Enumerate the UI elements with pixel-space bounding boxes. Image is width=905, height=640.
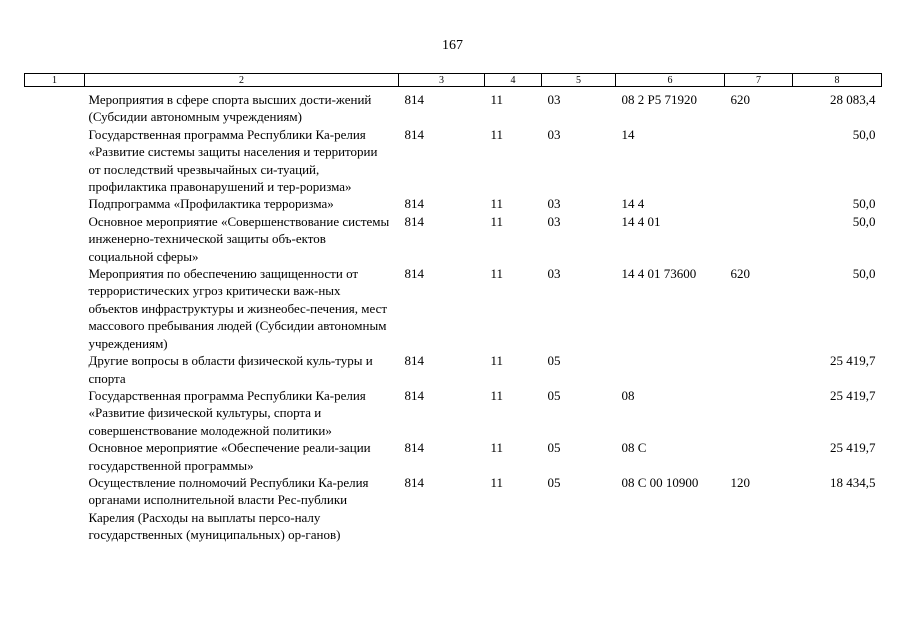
row-ministry-code: 814 (404, 440, 424, 456)
row-target-article: 08 (621, 387, 635, 403)
row-ministry-code: 814 (404, 474, 424, 490)
row-section-code: 11 (490, 387, 504, 403)
row-amount: 25 419,7 (830, 353, 876, 369)
row-expense-type (725, 352, 793, 387)
row-amount: 18 434,5 (830, 474, 876, 490)
row-amount: 50,0 (852, 126, 876, 142)
row-subsection-code: 03 (547, 92, 561, 107)
row-number-cell (25, 126, 85, 196)
row-section-code: 11 (490, 126, 504, 142)
row-expense-type (725, 439, 793, 474)
table-row (25, 265, 882, 352)
header-col-6: 6 (616, 74, 725, 87)
header-col-3: 3 (399, 74, 485, 87)
row-expense-type: 120 (730, 474, 750, 490)
row-subsection-code: 03 (547, 213, 561, 229)
page-number: 167 (442, 38, 463, 53)
row-target-article: 14 4 01 (621, 213, 661, 229)
row-amount: 50,0 (852, 213, 876, 229)
row-expense-type (725, 126, 793, 196)
row-expense-type (725, 213, 793, 265)
table-row (25, 387, 882, 439)
row-number-cell (25, 87, 85, 126)
row-amount: 28 083,4 (830, 92, 876, 107)
row-amount: 25 419,7 (830, 440, 876, 456)
row-amount: 50,0 (852, 266, 876, 282)
row-ministry-code: 814 (404, 266, 424, 282)
row-name: Государственная программа Республики Ка-релия «Развитие системы защиты населения и территории от последствий чрезвычайных си-туаций, профилактика правонарушений и тер-роризма» (88, 126, 378, 195)
row-target-article: 08 С (621, 440, 647, 456)
row-expense-type (725, 387, 793, 439)
row-number-cell (25, 213, 85, 265)
row-name: Другие вопросы в области физической куль-туры и спорта (88, 353, 373, 386)
table-row (25, 87, 882, 126)
row-section-code: 11 (490, 196, 504, 212)
header-col-4: 4 (485, 74, 542, 87)
row-subsection-code: 05 (547, 440, 561, 456)
header-col-5: 5 (542, 74, 616, 87)
header-col-2: 2 (85, 74, 399, 87)
row-number-cell (25, 439, 85, 474)
header-row (25, 74, 882, 87)
row-section-code: 11 (490, 353, 504, 369)
row-ministry-code: 814 (404, 126, 424, 142)
row-target-article: 14 4 (621, 196, 645, 212)
row-ministry-code: 814 (404, 196, 424, 212)
row-subsection-code: 05 (547, 353, 561, 369)
table-row (25, 439, 882, 474)
row-number-cell (25, 387, 85, 439)
row-number-cell (25, 352, 85, 387)
row-name: Основное мероприятие «Совершенствование системы инженерно-технической защиты объ-ектов социальной сферы» (88, 213, 390, 264)
row-ministry-code: 814 (404, 387, 424, 403)
row-amount: 50,0 (852, 196, 876, 212)
table-row (25, 195, 882, 212)
row-name: Подпрограмма «Профилактика терроризма» (88, 196, 334, 212)
header-col-7: 7 (725, 74, 793, 87)
row-name: Осуществление полномочий Республики Ка-релия органами исполнительной власти Рес-публики Карелия (Расходы на выплаты персо-налу государственных (муниципальных) ор-ганов) (88, 474, 369, 543)
table-header (25, 74, 882, 87)
row-section-code: 11 (490, 266, 504, 282)
row-section-code: 11 (490, 440, 504, 456)
row-name: Мероприятия по обеспечению защищенности от террористических угроз критически важ-ных объектов инфраструктуры и жизнеобес-печения, мест массового пребывания людей (Субсидии автономным учреждениям) (88, 266, 388, 351)
row-expense-type: 620 (730, 92, 750, 107)
row-subsection-code: 05 (547, 387, 561, 403)
row-expense-type (725, 195, 793, 212)
row-subsection-code: 03 (547, 266, 561, 282)
row-section-code: 11 (490, 92, 504, 107)
row-number-cell (25, 195, 85, 212)
row-target-article: 14 (621, 126, 635, 142)
row-subsection-code: 03 (547, 126, 561, 142)
budget-table (24, 73, 882, 544)
row-subsection-code: 03 (547, 196, 561, 212)
row-number-cell (25, 265, 85, 352)
row-section-code: 11 (490, 474, 504, 490)
row-ministry-code: 814 (404, 353, 424, 369)
row-name: Государственная программа Республики Ка-релия «Развитие физической культуры, спорта и совершенствование молодежной политики» (88, 387, 366, 438)
table-row (25, 126, 882, 196)
row-section-code: 11 (490, 213, 504, 229)
row-target-article (616, 352, 725, 387)
row-ministry-code: 814 (404, 213, 424, 229)
row-subsection-code: 05 (547, 474, 561, 490)
row-target-article: 08 2 P5 71920 (621, 92, 697, 107)
table-row (25, 474, 882, 544)
table-row (25, 352, 882, 387)
row-target-article: 14 4 01 73600 (621, 266, 697, 282)
header-col-8: 8 (793, 74, 882, 87)
row-ministry-code: 814 (404, 92, 424, 107)
table-row (25, 213, 882, 265)
header-col-1: 1 (25, 74, 85, 87)
row-name: Основное мероприятие «Обеспечение реали-зации государственной программы» (88, 440, 371, 473)
row-name: Мероприятия в сфере спорта высших дости-жений (Субсидии автономным учреждениям) (88, 92, 372, 125)
row-amount: 25 419,7 (830, 387, 876, 403)
row-number-cell (25, 474, 85, 544)
row-target-article: 08 С 00 10900 (621, 474, 699, 490)
table-body (25, 87, 882, 544)
row-expense-type: 620 (730, 266, 750, 282)
